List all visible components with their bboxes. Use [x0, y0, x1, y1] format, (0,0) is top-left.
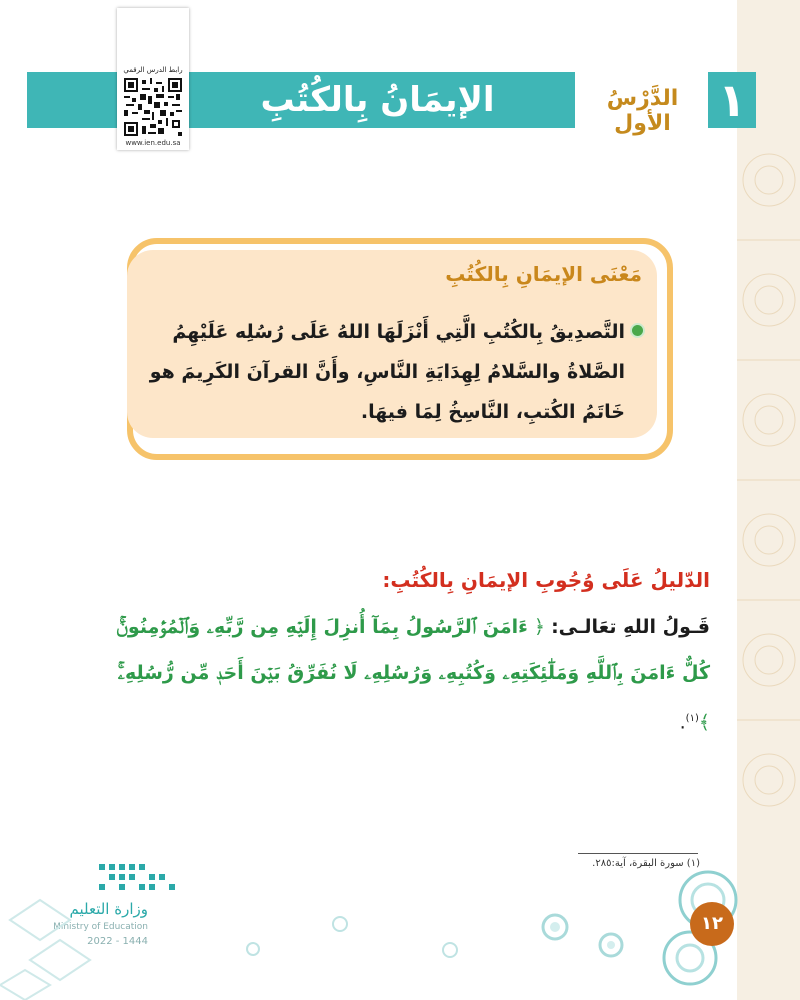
quran-verse: ءَامَنَ ٱلرَّسُولُ بِمَآ أُنزِلَ إِلَيۡهِ مِن رَّبِّهِۦ وَٱلۡمُؤۡمِنُونَۚ كُلٌّ ءَامَنَ بِٱللَّهِ وَمَلَٰٓئِكَتِهِۦ وَكُتُبِهِۦ وَرُسُلِهِۦ لَا نُفَرِّقُ بَيۡنَ أَحَدٖ مِّن رُّسُلِهِۦۚ	[116, 616, 710, 684]
qr-url[interactable]: www.ien.edu.sa	[125, 139, 181, 147]
lesson-number: ١	[708, 72, 756, 128]
end-punctuation: .	[679, 711, 686, 734]
bullet-dot-icon	[632, 325, 643, 336]
ministry-name-arabic: وزارة التعليم	[69, 900, 148, 918]
qr-card[interactable]	[117, 8, 189, 150]
small-rosette-icon	[330, 914, 350, 934]
definition-text: التَّصدِيقُ بِالكُتُبِ الَّتِي أَنْزَلَهَا اللهُ عَلَى رُسُلِه عَلَيْهِمُ الصَّلاةُ والسَّلامُ لِهِدَايَةِ النَّاسِ، وأَنَّ القرآنَ الكَرِيمَ هو خَاتَمُ الكُتبِ، النَّاسِخُ لِمَا فيهَا.	[149, 321, 625, 423]
verse-close-bracket: ﴾	[698, 711, 710, 734]
small-rosette-icon	[540, 912, 570, 942]
evidence-intro: قَـولُ اللهِ تعَالـى:	[551, 616, 710, 638]
qr-code-icon[interactable]	[124, 78, 182, 136]
footnote-divider	[578, 853, 698, 854]
evidence-heading: الدّليلُ عَلَى وُجُوبِ الإيمَانِ بِالكُتُبِ:	[382, 568, 710, 592]
footnote-reference: (١)	[685, 713, 699, 724]
ministry-name-english: Ministry of Education	[53, 922, 148, 932]
page-number: ١٢	[690, 902, 734, 946]
corner-pattern-icon	[0, 890, 140, 1000]
verse-open-bracket: ﴿	[533, 616, 546, 638]
ministry-year: 2022 - 1444	[87, 936, 148, 947]
small-rosette-icon	[244, 940, 262, 958]
footnote: (١) سورة البقرة، آية:٢٨٥.	[592, 858, 700, 869]
decorative-side-strip	[737, 0, 800, 1000]
small-rosette-icon	[440, 940, 460, 960]
definition-heading: مَعْنَى الإيمَانِ بِالكُتُبِ	[445, 262, 642, 286]
evidence-paragraph	[110, 604, 710, 745]
qr-caption: رابط الدرس الرقمي	[123, 66, 183, 74]
small-rosette-icon	[596, 930, 626, 960]
lesson-label: الدَّرْسُ الأول	[606, 86, 679, 136]
lesson-title: الإيمَانُ بِالكُتُبِ	[260, 80, 495, 120]
